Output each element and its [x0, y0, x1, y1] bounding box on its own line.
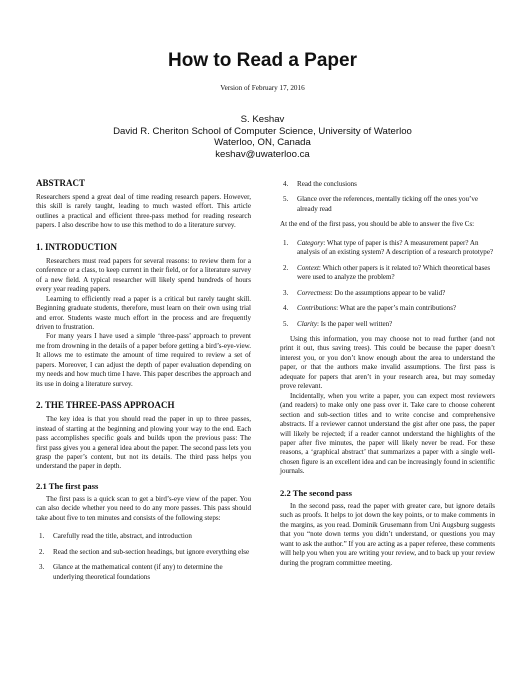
three-pass-paragraph: The key idea is that you should read the paper in up to three passes, instead of starting at the beginning and plowing your way to the end. Each pass accomplishes specific goals and builds upon the previous pass: The first pass gives you a general idea about the paper. The second pass lets you grasp the paper’s content, but not its details. The third pass helps you understand the paper in depth.	[36, 415, 251, 471]
left-column	[36, 178, 251, 588]
author-email[interactable]: keshav@uwaterloo.ca	[215, 148, 310, 160]
body-paragraph: Using this information, you may choose not to read further (and not print it out, thus saving trees). This could be because the paper doesn’t interest you, or you don’t know enough about the area to understand the paper, or that the authors make invalid assumptions. The first pass is adequate for papers that aren’t in your research area, but may someday prove relevant.	[280, 334, 495, 391]
body-paragraph: Incidentally, when you write a paper, you can expect most reviewers (and readers) to make only one pass over it. Take care to choose coherent section and sub-section titles and to write concise and comprehensive abstracts. If a reviewer cannot understand the gist after one pass, the paper will likely be rejected; if a reader cannot understand the highlights of the paper after five minutes, the paper will likely never be read. For these reasons, a ‘graphical abstract’ that summarizes a paper with a single well-chosen figure is an excellent idea and can be increasingly found in scientific journals.	[280, 391, 495, 476]
author-block	[0, 114, 525, 160]
intro-paragraph: For many years I have used a simple ‘three-pass’ approach to prevent me from drowning in the details of a paper before getting a bird’s-eye-view. It allows me to estimate the amount of time required to review a set of papers. Moreover, I can adjust the depth of paper evaluation depending on my needs and how much time I have. This paper describes the approach and its use in doing a literature survey.	[36, 332, 251, 388]
section-heading-introduction: 1. INTRODUCTION	[36, 241, 118, 252]
intro-paragraph: Researchers must read papers for several reasons: to review them for a conference or a class, to keep current in their field, or for a literature survey of a new field. A typical researcher will likely spend hundreds of hours every year reading papers.	[36, 256, 251, 294]
version-line: Version of February 17, 2016	[220, 84, 305, 92]
list-item: 4. Contributions: What are the paper’s main contributions?	[283, 304, 457, 313]
second-pass-paragraph: In the second pass, read the paper with greater care, but ignore details such as proofs. It helps to jot down the key points, or to make comments in the margins, as you read. Dominik Grusemann from Uni Augsburg suggests that you “note down terms you didn’t understand, or questions you may want to ask the author.” If you are acting as a paper referee, these comments will help you when you are writing your review, and to back up your review during the program committee meeting.	[280, 501, 495, 567]
author-location: Waterloo, ON, Canada	[214, 137, 311, 148]
first-pass-paragraph: The first pass is a quick scan to get a bird’s-eye view of the paper. You can also decide whether you need to do any more passes. This pass should take about five to ten minutes and consists of the following steps:	[36, 494, 251, 522]
subsection-heading-first-pass: 2.1 The first pass	[36, 480, 99, 491]
list-item: 2. Context: Which other papers is it related to? Which theoretical bases were used to analyze the problem?	[283, 263, 491, 282]
list-item: 1. Category: What type of paper is this? A measurement paper? An analysis of an existing system? A description of a research prototype?	[283, 238, 494, 257]
author-name: S. Keshav	[240, 114, 285, 125]
list-item: 5. Clarity: Is the paper well written?	[283, 319, 393, 328]
right-column	[280, 180, 495, 568]
five-cs-list	[280, 239, 495, 329]
list-item: 3. Correctness: Do the assumptions appear to be valid?	[283, 288, 446, 297]
section-heading-three-pass: 2. THE THREE-PASS APPROACH	[36, 400, 175, 411]
abstract-heading: ABSTRACT	[36, 178, 86, 188]
list-item: 2. Read the section and sub-section headings, but ignore everything else	[39, 547, 250, 556]
first-pass-steps	[36, 532, 251, 582]
subsection-heading-second-pass: 2.2 The second pass	[280, 487, 352, 498]
intro-paragraph: Learning to efficiently read a paper is a critical but rarely taught skill. Beginning graduate students, therefore, must learn on their own using trial and error. Students waste much effort in the process and are frequently driven to frustration.	[36, 294, 251, 331]
author-affiliation: David R. Cheriton School of Computer Science, University of Waterloo	[113, 125, 412, 137]
list-item: 3. Glance at the mathematical content (if any) to determine the underlying theoretical foundations	[39, 563, 223, 581]
list-item: 5. Glance over the references, mentally ticking off the ones you’ve already read	[283, 195, 479, 213]
list-item: 4. Read the conclusions	[283, 180, 357, 188]
five-cs-intro: At the end of the first pass, you should be able to answer the five Cs:	[280, 220, 475, 229]
first-pass-steps-continued	[280, 180, 495, 214]
abstract-text: Researchers spend a great deal of time reading research papers. However, this skill is rarely taught, leading to much wasted effort. This article outlines a practical and efficient three-pass method for reading research papers. I also describe how to use this method to do a literature survey.	[36, 193, 251, 230]
list-item: 1. Carefully read the title, abstract, and introduction	[39, 532, 192, 541]
paper-title: How to Read a Paper	[168, 50, 357, 71]
